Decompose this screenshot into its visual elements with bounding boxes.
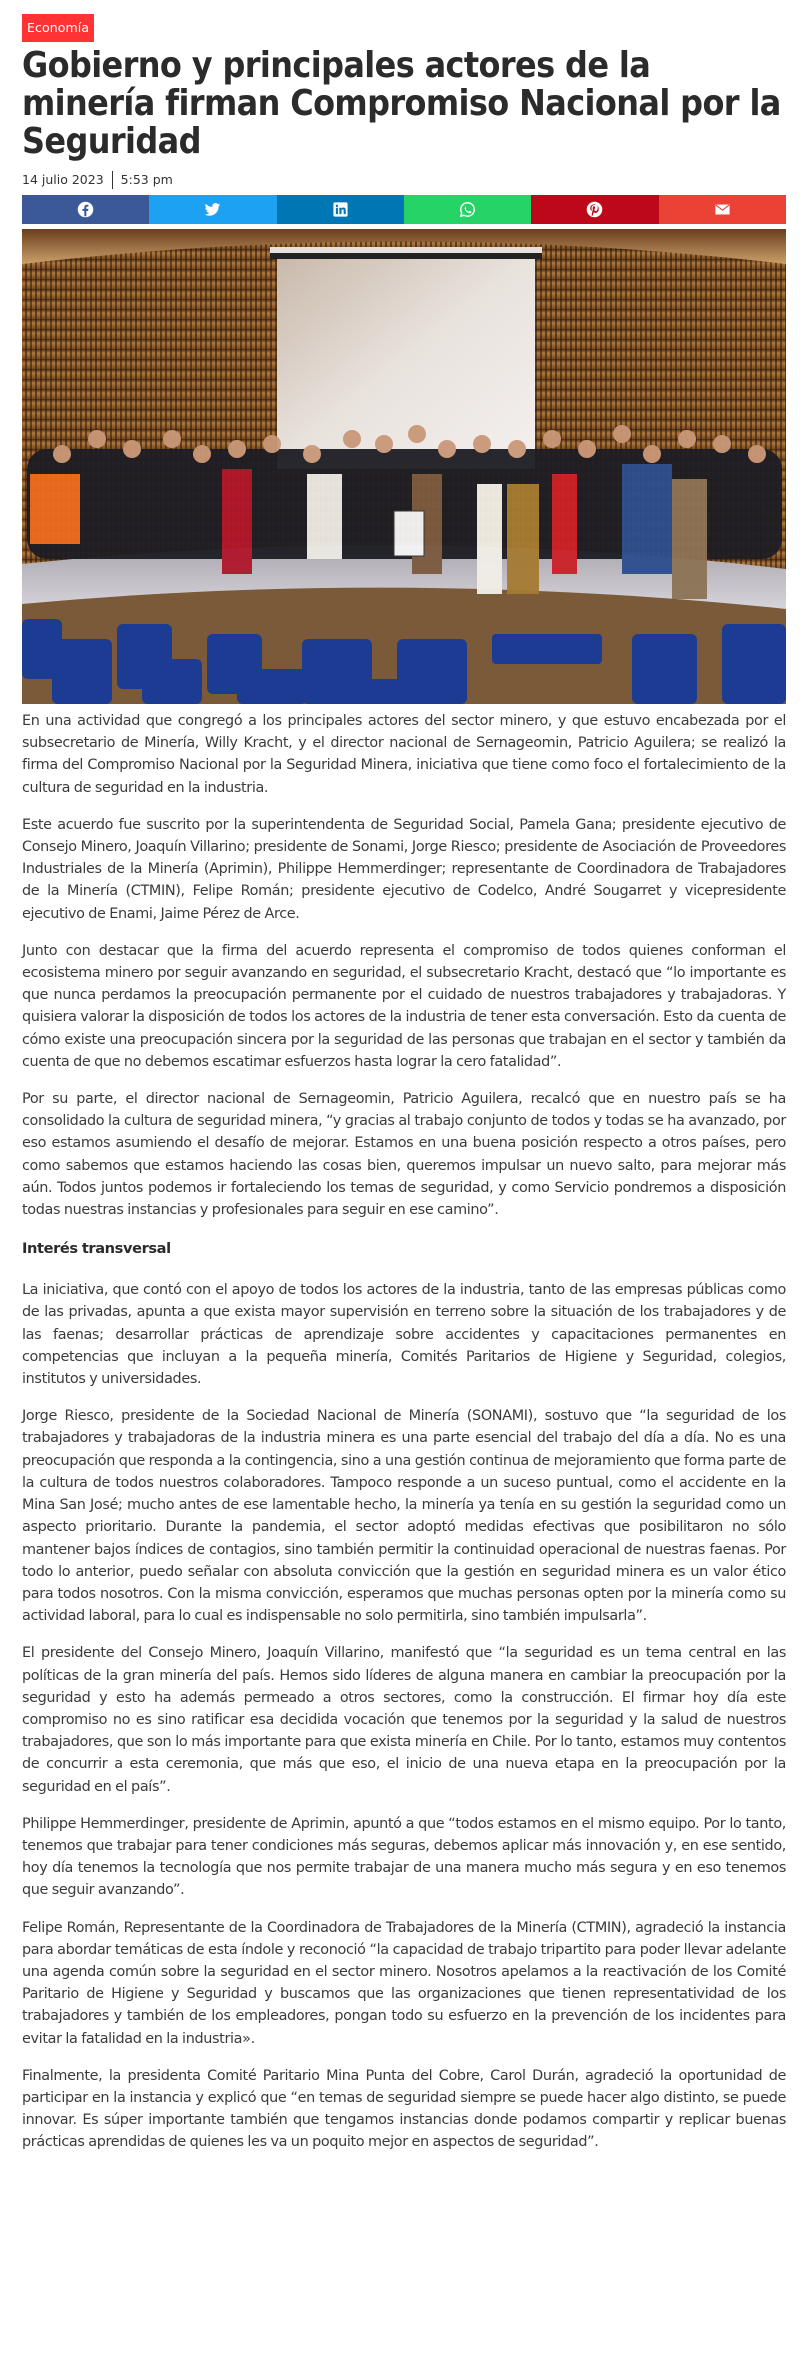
share-email-button[interactable] — [659, 195, 786, 224]
article-paragraph: Felipe Román, Representante de la Coordinadora de Trabajadores de la Minería (CTMIN), agradeció la instancia para abordar temáticas de esta índole y reconoció “la capacidad de trabajo tripartito para poder llevar adelante una agenda común sobre la seguridad en el sector minero. Nosotros apelamos a la reactivación de los Comité Paritario de Higiene y Seguridad y buscamos que las organizaciones que tienen representatividad de los trabajadores y también de los empleadores, pongan todo su esfuerzo en la prevención de los incidentes para evitar la fatalidad en la industria». — [22, 1919, 786, 2047]
whatsapp-icon — [459, 201, 476, 218]
article-paragraph: El presidente del Consejo Minero, Joaquín Villarino, manifestó que “la seguridad es un tema central en las políticas de la gran minería del país. Hemos sido líderes de alguna manera en cambiar la preocupación por la seguridad y esto ha además permeado a otros sectores, como la construcción. El firmar hoy día este compromiso no es sino ratificar esa decidida vocación que tenemos por la seguridad y la salud de nuestros trabajadores, que son lo más importante para que exista minería en Chile. Por lo tanto, estamos muy contentos de concurrir a esta ceremonia, que más que eso, el inicio de una nueva etapa en la preocupación por la seguridad en el país”. — [22, 1645, 786, 1795]
category-badge[interactable]: Economía — [22, 14, 94, 42]
pinterest-icon — [586, 201, 603, 218]
article-paragraph: En una actividad que congregó a los principales actores del sector minero, y que estuvo encabezada por el subsecretario de Minería, Willy Kracht, y el director nacional de Sernageomin, Patricio Aguilera; se realizó la firma del Compromiso Nacional por la Seguridad Minera, iniciativa que tiene como foco el fortalecimiento de la cultura de seguridad en la industria. — [22, 713, 786, 796]
article-body — [22, 710, 786, 2169]
publish-time: 5:53 pm — [120, 172, 173, 187]
share-linkedin-button[interactable] — [277, 195, 404, 224]
article-paragraph: Por su parte, el director nacional de Sernageomin, Patricio Aguilera, recalcó que en nuestro país se ha consolidado la cultura de seguridad minera, “y gracias al trabajo conjunto de todos y todas se ha avanzado, por eso estamos asumiendo el desafío de mejorar. Estamos en una buena posición respecto a otros países, pero como sabemos que estamos haciendo las cosas bien, queremos impulsar un nuevo salto, para mejorar más aún. Todos juntos podemos ir fortaleciendo los temas de seguridad, y como Servicio pondremos a disposición todas nuestras instancias y profesionales para seguir en ese camino”. — [22, 1091, 786, 1219]
article-title: Gobierno y principales actores de la minería firman Compromiso Nacional por la Seguridad — [22, 45, 781, 162]
share-facebook-button[interactable] — [22, 195, 149, 224]
share-bar — [22, 195, 786, 224]
meta-divider — [112, 171, 113, 189]
article-paragraph: La iniciativa, que contó con el apoyo de todos los actores de la industria, tanto de las empresas públicas como de las privadas, apunta a que exista mayor supervisión en terreno sobre la situación de los trabajadores y de las faenas; desarrollar prácticas de aprendizaje sobre accidentes y capacitaciones permanentes en competencias que incluyan a la pequeña minería, Comités Paritarios de Higiene y Seguridad, colegios, institutos y universidades. — [22, 1282, 786, 1388]
article-paragraph: Finalmente, la presidenta Comité Paritario Mina Punta del Cobre, Carol Durán, agradeció la oportunidad de participar en la instancia y explicó que “en temas de seguridad siempre se puede hacer algo distinto, se puede innovar. Es súper importante también que tengamos instancias donde podamos compartir y replicar buenas prácticas aprendidas de quienes les va un poquito mejor en aspectos de seguridad”. — [22, 2067, 786, 2151]
linkedin-icon — [332, 201, 349, 218]
article-meta — [22, 171, 173, 189]
share-pinterest-button[interactable] — [531, 195, 658, 224]
article-paragraph: Junto con destacar que la firma del acuerdo representa el compromiso de todos quienes conforman el ecosistema minero por seguir avanzando en seguridad, el subsecretario Kracht, destacó que “lo importante es que nunca perdamos la preocupación permanente por el cuidado de nuestros trabajadores y trabajadoras. Y quisiera valorar la disposición de todos los actores de la industria de tener esta conversación. Esto da cuenta de cómo existe una preocupación sincera por la seguridad de las personas que trabajan en el sector y también da cuenta de que no debemos escatimar esfuerzos hasta lograr la cero fatalidad”. — [22, 942, 786, 1070]
twitter-icon — [204, 201, 221, 218]
article-subheading: Interés transversal — [22, 1240, 171, 1258]
article-paragraph: Jorge Riesco, presidente de la Sociedad Nacional de Minería (SONAMI), sostuvo que “la seguridad de los trabajadores y trabajadoras de la industria minera es una parte esencial del trabajo del día a día. No es una preocupación que responda a la contingencia, sino a una gestión continua de mejoramiento que forma parte de la cultura de todos nuestros colaboradores. Tampoco responde a un suceso puntual, como el accidente en la Mina San José; mucho antes de ese lamentable hecho, la minería ya tenía en su gestión la seguridad como un aspecto prioritario. Durante la pandemia, el sector adoptó medidas efectivas que posibilitaron no sólo mantener bajos índices de contagios, sino también permitir la continuidad operacional de nuestras faenas. Por todo lo anterior, puedo señalar con absoluta convicción que la gestión en seguridad minera es un valor ético para todos nosotros. Con la misma convicción, esperamos que muchas personas opten por la minería como su actividad laboral, para lo cual es indispensable no solo permitirla, sino también impulsarla”. — [22, 1408, 786, 1625]
publish-date: 14 julio 2023 — [22, 172, 104, 187]
envelope-icon — [714, 201, 731, 218]
share-twitter-button[interactable] — [149, 195, 276, 224]
share-whatsapp-button[interactable] — [404, 195, 531, 224]
article-paragraph: Este acuerdo fue suscrito por la superintendenta de Seguridad Social, Pamela Gana; presidente ejecutivo de Consejo Minero, Joaquín Villarino; presidente de Sonami, Jorge Riesco; presidente de Asociación de Proveedores Industriales de la Minería (Aprimin), Philippe Hemmerdinger; representante de Coordinadora de Trabajadores de la Minería (CTMIN), Felipe Román; presidente ejecutivo de Codelco, André Sougarret y vicepresidente ejecutivo de Enami, Jaime Pérez de Arce. — [22, 816, 786, 922]
group-photo-illustration — [22, 229, 786, 704]
facebook-icon — [77, 201, 94, 218]
article-paragraph: Philippe Hemmerdinger, presidente de Aprimin, apuntó a que “todos estamos en el mismo equipo. Por lo tanto, tenemos que trabajar para tener condiciones más seguras, debemos aplicar más innovación y, en ese sentido, hoy día tenemos la tecnología que nos permite trabajar de una manera mucho más segura y en eso tenemos que seguir avanzando”. — [22, 1815, 786, 1899]
article-photo — [22, 229, 786, 704]
